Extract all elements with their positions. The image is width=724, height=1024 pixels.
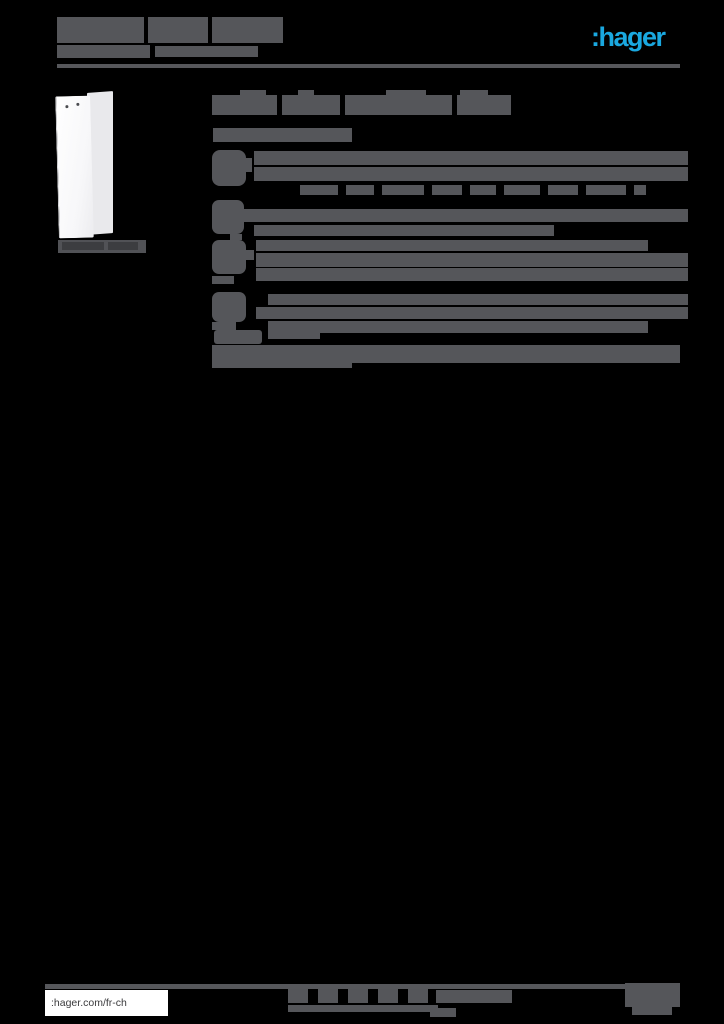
panel-hole-icon (65, 105, 68, 108)
redacted-word (548, 185, 578, 195)
product-image (57, 90, 123, 242)
redacted-footer-line (288, 1005, 438, 1012)
feature-icon (212, 292, 246, 322)
footer-url-text: :hager.com/fr-ch (51, 997, 127, 1009)
redacted-footer-word (318, 989, 338, 1003)
redacted-line (254, 167, 688, 181)
redacted-word (432, 185, 462, 195)
word-gap (208, 17, 212, 43)
redacted-word (586, 185, 626, 195)
product-caption-text (108, 242, 138, 250)
redacted-word (504, 185, 540, 195)
hager-logo: :hager (591, 22, 665, 52)
redacted-page-title-ascender (460, 90, 488, 96)
redacted-line (256, 268, 688, 281)
redacted-section-heading (213, 128, 352, 142)
redacted-line (254, 225, 554, 236)
redacted-line (256, 307, 688, 319)
feature-icon (212, 240, 246, 274)
redacted-word (268, 330, 320, 339)
word-gap (144, 17, 148, 43)
redacted-footer-line (430, 1008, 456, 1017)
feature-icon (246, 250, 254, 260)
feature-icon (214, 330, 262, 344)
redacted-doc-subtitle (155, 46, 258, 57)
redacted-page-title-ascender (298, 90, 314, 96)
feature-icon (212, 276, 234, 284)
redacted-line (268, 321, 648, 333)
redacted-line (244, 209, 688, 222)
product-panel-front (55, 96, 94, 239)
redacted-line (256, 253, 688, 267)
redacted-footer-word (408, 989, 428, 1003)
word-gap (277, 95, 282, 115)
redacted-footer-word (288, 989, 308, 1003)
redacted-line (256, 240, 648, 251)
redacted-line (268, 294, 688, 305)
redacted-band (212, 345, 680, 363)
feature-icon (212, 322, 236, 330)
feature-icon (212, 150, 246, 186)
page-number-box (625, 983, 680, 1007)
header-rule (57, 64, 680, 68)
word-gap (340, 95, 345, 115)
page-number-box (632, 1007, 672, 1015)
feature-icon (244, 158, 252, 172)
redacted-word (300, 185, 338, 195)
word-gap (452, 95, 457, 115)
redacted-doc-title (57, 17, 283, 43)
redacted-footer-word (348, 989, 368, 1003)
redacted-page-title-ascender (386, 90, 426, 96)
redacted-doc-subtitle (57, 45, 150, 58)
redacted-word (634, 185, 646, 195)
redacted-page-title (212, 95, 511, 115)
redacted-word (382, 185, 424, 195)
redacted-band (212, 363, 352, 368)
panel-hole-icon (76, 103, 79, 106)
feature-icon (212, 200, 244, 234)
redacted-footer-word (378, 989, 398, 1003)
redacted-word (470, 185, 496, 195)
redacted-word (346, 185, 374, 195)
redacted-line (254, 151, 688, 165)
footer-url-box (45, 990, 168, 1016)
redacted-page-title-ascender (240, 90, 266, 96)
redacted-footer-word (436, 990, 512, 1003)
product-caption-text (62, 242, 104, 250)
